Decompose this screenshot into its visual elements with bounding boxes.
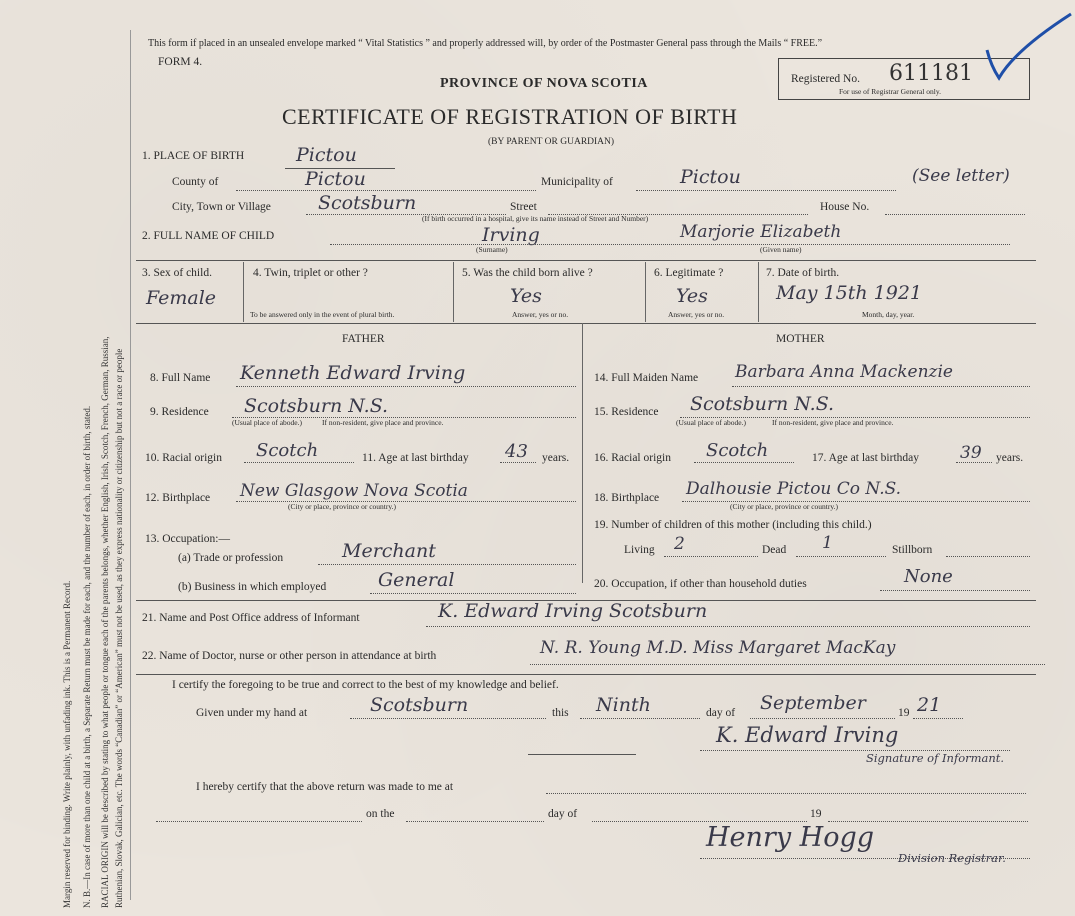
day-of-label-2: day of xyxy=(548,808,578,820)
house-no-label: House No. xyxy=(820,201,870,213)
living-label: Living xyxy=(624,544,655,556)
surname-caption: (Surname) xyxy=(476,245,508,254)
margin-note-racial-origin-2: Ruthenian, Slovak, Galician, etc. The words “Canadian” or “American” must not be used, as they express nationality or citizenship but not a race or people xyxy=(114,348,124,908)
date-of-birth-value: May 15th 1921 xyxy=(776,282,922,304)
stillborn-label: Stillborn xyxy=(892,544,933,556)
twin-note: To be answered only in the event of plural birth. xyxy=(250,310,395,319)
trade-value: Merchant xyxy=(342,540,436,562)
given-at-value: Scotsburn xyxy=(370,694,469,716)
signature-of-informant-caption: Signature of Informant. xyxy=(866,751,1005,765)
mother-occupation-label: 20. Occupation, if other than household duties xyxy=(594,578,807,590)
mother-birthplace-label: 18. Birthplace xyxy=(594,492,660,504)
year-value: 21 xyxy=(917,694,942,716)
father-birthplace-value: New Glasgow Nova Scotia xyxy=(240,481,468,501)
child-given-name: Marjorie Elizabeth xyxy=(680,222,842,242)
municipality-label: Municipality of xyxy=(541,176,613,188)
father-birthplace-caption: (City or place, province or country.) xyxy=(288,502,397,511)
mother-age-label: 17. Age at last birthday xyxy=(812,452,919,464)
child-surname: Irving xyxy=(482,224,540,246)
registered-number: 611181 xyxy=(889,61,973,86)
mother-birthplace-caption: (City or place, province or country.) xyxy=(730,502,839,511)
occupation-label: 13. Occupation:— xyxy=(145,533,230,545)
children-label: 19. Number of children of this mother (including this child.) xyxy=(594,519,872,531)
division-registrar-caption: Division Registrar. xyxy=(898,851,1006,865)
registered-label: Registered No. xyxy=(791,73,860,85)
sex-label: 3. Sex of child. xyxy=(142,267,212,279)
mother-nonres-caption: If non-resident, give place and province. xyxy=(772,418,894,427)
hospital-note: (If birth occurred in a hospital, give its name instead of Street and Number) xyxy=(422,214,649,223)
certificate-subtitle: (BY PARENT OR GUARDIAN) xyxy=(488,137,615,147)
margin-note-binding: Margin reserved for binding. Write plainly, with unfading ink. This is a Permanent Record. xyxy=(62,580,72,908)
given-name-caption: (Given name) xyxy=(760,245,802,254)
father-name-label: 8. Full Name xyxy=(150,372,211,384)
business-value: General xyxy=(378,569,455,591)
street-label: Street xyxy=(510,201,537,213)
mother-birthplace-value: Dalhousie Pictou Co N.S. xyxy=(686,479,902,499)
registered-note: For use of Registrar General only. xyxy=(839,87,941,96)
sex-value: Female xyxy=(146,287,217,309)
this-day-value: Ninth xyxy=(596,694,651,716)
province-heading: PROVINCE OF NOVA SCOTIA xyxy=(440,76,648,91)
mother-residence-label: 15. Residence xyxy=(594,406,659,418)
city-value: Scotsburn xyxy=(318,192,417,214)
father-birthplace-label: 12. Birthplace xyxy=(145,492,211,504)
informant-signature: K. Edward Irving xyxy=(716,723,899,747)
mother-name-label: 14. Full Maiden Name xyxy=(594,372,699,384)
alive-value: Yes xyxy=(510,285,542,307)
mother-age-value: 39 xyxy=(960,443,982,463)
margin-note-racial-origin: RACIAL ORIGIN will be described by stating to what people or tongue each of the parents belongs, whether English, Irish, Scotch, French, German, Russian, xyxy=(100,336,110,908)
margin-rule xyxy=(130,30,131,900)
county-label: County of xyxy=(172,176,219,188)
living-value: 2 xyxy=(674,534,685,554)
alive-label: 5. Was the child born alive ? xyxy=(462,267,593,279)
father-residence-value: Scotsburn N.S. xyxy=(244,395,389,417)
place-of-birth-label: 1. PLACE OF BIRTH xyxy=(142,150,245,162)
informant-value: K. Edward Irving Scotsburn xyxy=(438,600,708,622)
mother-years-label: years. xyxy=(996,452,1024,464)
dead-label: Dead xyxy=(762,544,787,556)
father-years-label: years. xyxy=(542,452,570,464)
mother-abode-caption: (Usual place of abode.) xyxy=(676,418,746,427)
postal-notice: This form if placed in an unsealed envelope marked “ Vital Statistics ” and properly addressed will, by order of the Postmaster General pass through the Mails “ FREE.” xyxy=(148,38,823,49)
county-value: Pictou xyxy=(305,168,366,190)
legitimate-value: Yes xyxy=(676,285,708,307)
father-race-label: 10. Racial origin xyxy=(145,452,222,464)
year-prefix-label-2: 19 xyxy=(810,808,822,820)
father-race-value: Scotch xyxy=(256,440,319,461)
legitimate-label: 6. Legitimate ? xyxy=(654,267,724,279)
father-age-label: 11. Age at last birthday xyxy=(362,452,469,464)
month-value: September xyxy=(760,692,866,714)
registrar-signature: Henry Hogg xyxy=(706,822,875,853)
city-label: City, Town or Village xyxy=(172,201,271,213)
full-name-label: 2. FULL NAME OF CHILD xyxy=(142,230,275,242)
mother-occupation-value: None xyxy=(904,566,953,587)
form-number: FORM 4. xyxy=(158,56,203,68)
see-letter-note: (See letter) xyxy=(912,166,1010,186)
hereby-certify-label: I hereby certify that the above return was made to me at xyxy=(196,781,454,793)
dead-value: 1 xyxy=(822,533,833,553)
margin-note-multiple-births: N. B.—In case of more than one child at a birth, a Separate Return must be made for each, and the number of each, in order of birth, stated. xyxy=(82,405,92,908)
checkmark-icon xyxy=(985,10,1075,85)
father-nonres-caption: If non-resident, give place and province. xyxy=(322,418,444,427)
legitimate-caption: Answer, yes or no. xyxy=(668,310,725,319)
date-of-birth-label: 7. Date of birth. xyxy=(766,267,840,279)
municipality-value: Pictou xyxy=(680,166,741,188)
father-residence-label: 9. Residence xyxy=(150,406,209,418)
place-of-birth-value: Pictou xyxy=(296,144,357,166)
certify-statement: I certify the foregoing to be true and correct to the best of my knowledge and belief. xyxy=(172,679,559,691)
business-label: (b) Business in which employed xyxy=(178,581,327,593)
day-of-label: day of xyxy=(706,707,736,719)
alive-caption: Answer, yes or no. xyxy=(512,310,569,319)
father-heading: FATHER xyxy=(342,333,385,345)
date-caption: Month, day, year. xyxy=(862,310,915,319)
mother-race-value: Scotch xyxy=(706,440,769,461)
on-the-label: on the xyxy=(366,808,395,820)
certificate-title: CERTIFICATE OF REGISTRATION OF BIRTH xyxy=(282,104,738,129)
doctor-value: N. R. Young M.D. Miss Margaret MacKay xyxy=(540,638,896,658)
mother-race-label: 16. Racial origin xyxy=(594,452,671,464)
mother-name-value: Barbara Anna Mackenzie xyxy=(735,362,953,382)
year-prefix-label: 19 xyxy=(898,707,910,719)
father-abode-caption: (Usual place of abode.) xyxy=(232,418,302,427)
father-name-value: Kenneth Edward Irving xyxy=(240,362,466,384)
father-age-value: 43 xyxy=(505,441,528,462)
mother-residence-value: Scotsburn N.S. xyxy=(690,393,835,415)
given-under-hand-label: Given under my hand at xyxy=(196,707,308,719)
doctor-label: 22. Name of Doctor, nurse or other person in attendance at birth xyxy=(142,650,437,662)
twin-label: 4. Twin, triplet or other ? xyxy=(253,267,368,279)
informant-label: 21. Name and Post Office address of Informant xyxy=(142,612,360,624)
this-label: this xyxy=(552,707,569,719)
mother-heading: MOTHER xyxy=(776,333,825,345)
trade-label: (a) Trade or profession xyxy=(178,552,284,564)
